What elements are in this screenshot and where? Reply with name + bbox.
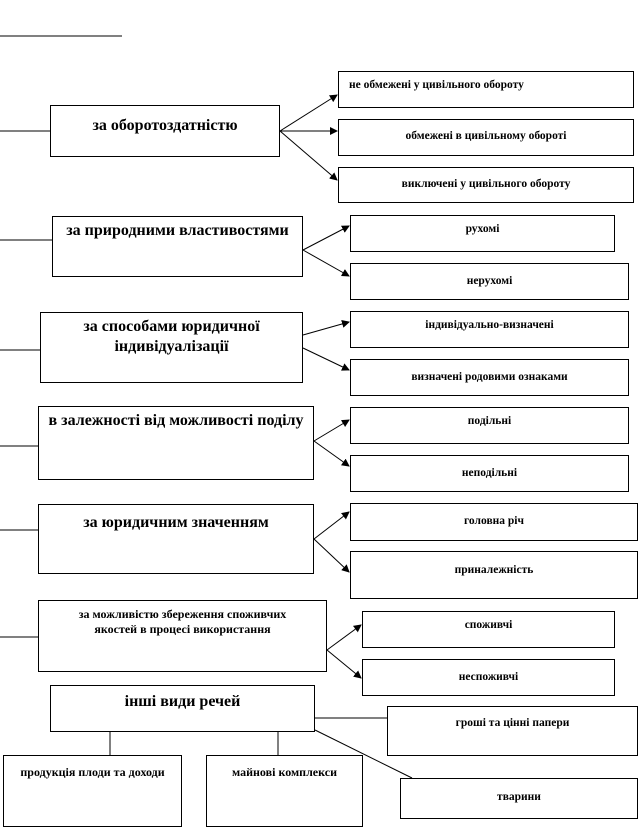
category-box-turnover: за оборотоздатністю <box>50 105 280 157</box>
item-movable: рухомі <box>350 215 615 252</box>
item-individually-defined: індивідуально-визначені <box>350 311 629 348</box>
item-money-securities: гроші та цінні папери <box>387 706 638 756</box>
item-divisible: подільні <box>350 407 629 444</box>
category-box-natural-properties: за природними властивостями <box>52 216 303 277</box>
item-excluded-turnover: виключені у цивільного обороту <box>338 167 634 203</box>
item-accessory: приналежність <box>350 551 638 599</box>
item-products-fruits-income: продукція плоди та доходи <box>3 755 182 827</box>
item-restricted-turnover: обмежені в цивільному обороті <box>338 119 634 156</box>
category-box-legal-individualization: за способами юридичної індивідуалізації <box>40 312 303 383</box>
item-property-complexes: майнові комплекси <box>206 755 363 827</box>
item-consumable: споживчі <box>362 611 615 648</box>
item-immovable: нерухомі <box>350 263 629 300</box>
category-box-legal-significance: за юридичним значенням <box>38 504 314 574</box>
item-generic-defined: визначені родовими ознаками <box>350 359 629 396</box>
item-non-consumable: неспоживчі <box>362 659 615 696</box>
item-animals: тварини <box>400 778 638 819</box>
other-kinds-box: інші види речей <box>50 685 315 732</box>
category-box-consumer-qualities: за можливістю збереження споживчих якостей в процесі використання <box>38 600 327 672</box>
item-indivisible: неподільні <box>350 455 629 492</box>
item-principal-thing: головна річ <box>350 503 638 541</box>
category-box-divisibility: в залежності від можливості поділу <box>38 406 314 480</box>
item-unrestricted-turnover: не обмежені у цивільного обороту <box>338 71 634 108</box>
